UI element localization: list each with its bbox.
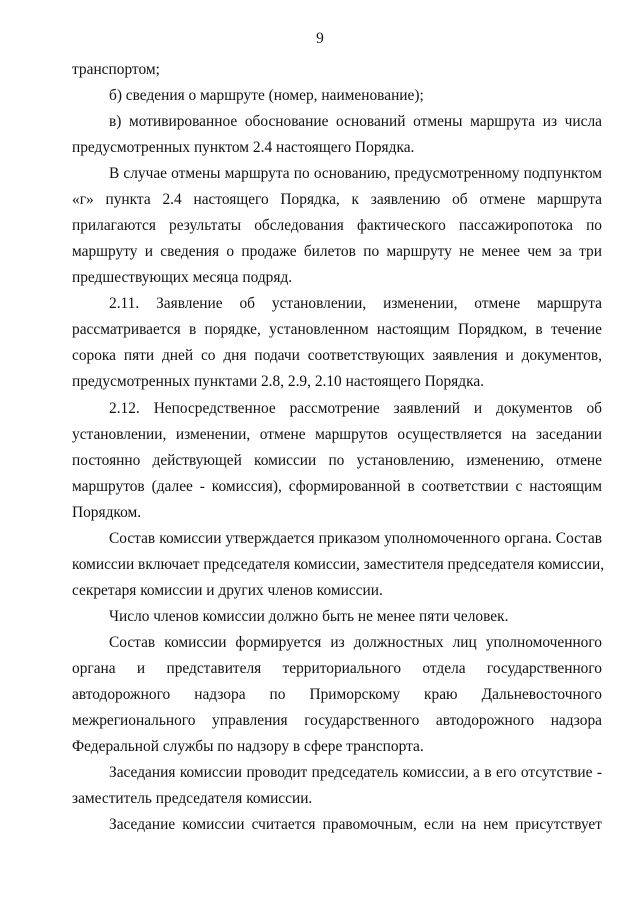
text-line: в) мотивированное обоснование оснований отмены маршрута из числа (109, 113, 602, 130)
text-line: Порядком. (72, 504, 142, 521)
text-line: маршруту и сведения о продаже билетов по маршруту не менее чем за три (72, 243, 602, 260)
text-line: б) сведения о маршруте (номер, наименование); (109, 87, 424, 104)
text-line: заместитель председателя комиссии. (72, 790, 313, 807)
text-line: маршрутов (далее - комиссия), сформированной в соответствии с настоящим (72, 478, 602, 495)
text-line: предусмотренных пунктом 2.4 настоящего Порядка. (72, 139, 415, 156)
text-line: Состав комиссии утверждается приказом уполномоченного органа. Состав (109, 530, 602, 547)
text-line: предшествующих месяца подряд. (72, 269, 293, 286)
text-line: Заседание комиссии считается правомочным, если на нем присутствует (109, 816, 602, 833)
text-line: В случае отмены маршрута по основанию, предусмотренному подпунктом (109, 165, 602, 182)
text-line: предусмотренных пунктами 2.8, 2.9, 2.10 настоящего Порядка. (72, 373, 484, 390)
page-number: 9 (316, 30, 324, 47)
text-line: 2.11. Заявление об установлении, изменении, отмене маршрута (109, 295, 602, 312)
text-line: Заседания комиссии проводит председатель комиссии, а в его отсутствие - (109, 764, 602, 781)
text-line: «г» пункта 2.4 настоящего Порядка, к заявлению об отмене маршрута (72, 191, 602, 208)
text-line: межрегионального управления государственного автодорожного надзора (72, 712, 602, 729)
text-line: сорока пяти дней со дня подачи соответствующих заявления и документов, (72, 347, 602, 364)
text-line: постоянно действующей комиссии по установлению, изменению, отмене (72, 452, 602, 469)
text-line: автодорожного надзора по Приморскому краю Дальневосточного (72, 686, 602, 703)
text-line: установлении, изменении, отмене маршрутов осуществляется на заседании (72, 426, 602, 443)
text-line: транспортом; (72, 61, 160, 78)
text-line: комиссии включает председателя комиссии, заместителя председателя комиссии, (72, 556, 605, 573)
text-line: рассматривается в порядке, установленном настоящим Порядком, в течение (72, 321, 602, 338)
text-line: Состав комиссии формируется из должностных лиц уполномоченного (109, 634, 602, 651)
text-line: прилагаются результаты обследования фактического пассажиропотока по (72, 217, 602, 234)
text-line: 2.12. Непосредственное рассмотрение заявлений и документов об (109, 400, 602, 417)
text-line: органа и представителя территориального отдела государственного (72, 660, 602, 677)
text-line: Федеральной службы по надзору в сфере транспорта. (72, 738, 424, 755)
text-line: секретаря комиссии и других членов комиссии. (72, 582, 383, 599)
text-line: Число членов комиссии должно быть не менее пяти человек. (109, 608, 509, 625)
